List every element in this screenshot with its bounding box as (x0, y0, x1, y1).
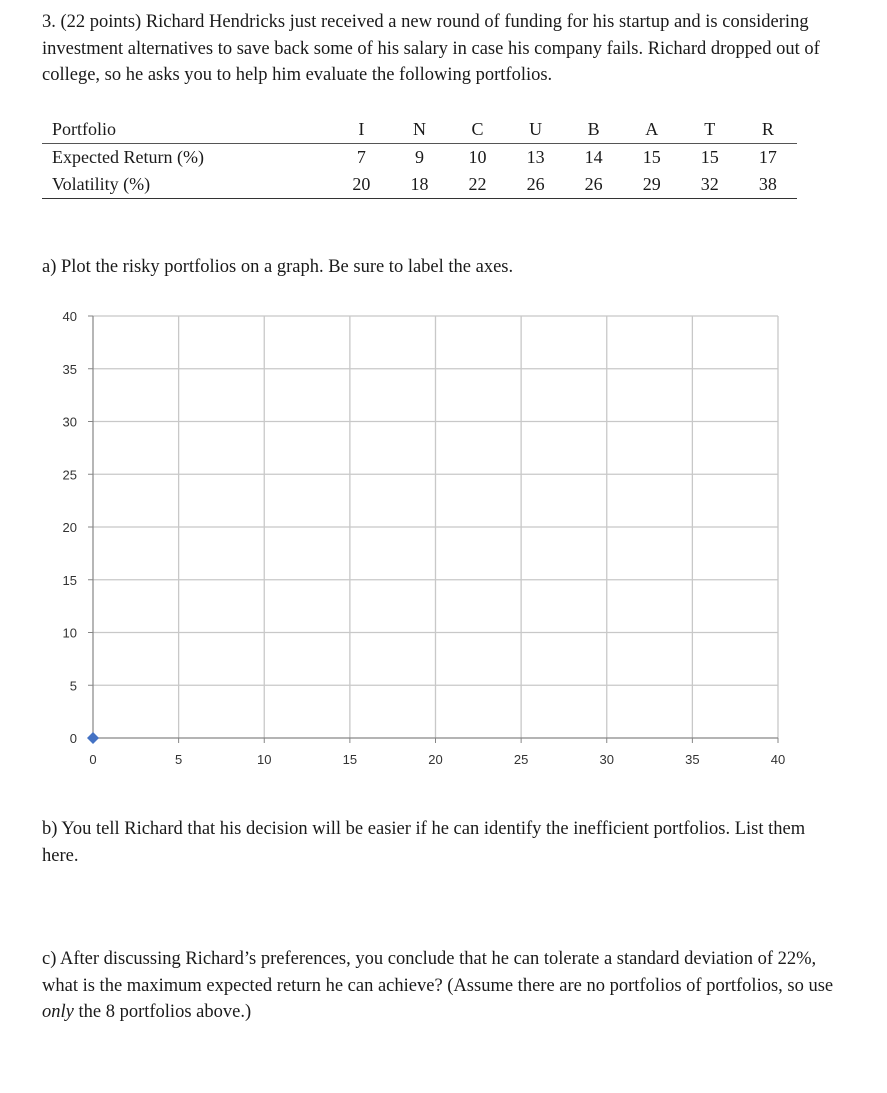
question-c-emphasis: only (42, 1002, 74, 1022)
y-tick-label: 0 (69, 731, 77, 746)
x-tick-label: 30 (599, 752, 614, 767)
x-tick-label: 35 (685, 752, 700, 767)
data-point (87, 732, 99, 744)
question-c (42, 946, 842, 1026)
problem-text: ) Richard Hendricks just received a new round of funding for his startup and is considering investment alternatives to save back some of his salary in case his company fails. Richard dropped out of college, so he asks you to help him evaluate the following portfolios. (42, 12, 820, 85)
row-label: Volatility (%) (52, 174, 151, 194)
table-cell: 10 (468, 147, 487, 167)
x-tick-label: 20 (428, 752, 443, 767)
table-cell: 26 (584, 174, 603, 194)
table-cell: 18 (410, 174, 429, 194)
column-header: U (507, 116, 565, 144)
row-label: Expected Return (%) (52, 147, 204, 167)
x-tick-label: 15 (342, 752, 358, 767)
table-header-label: Portfolio (42, 116, 332, 144)
table-cell: 7 (356, 147, 366, 167)
table-cell: 29 (642, 174, 661, 194)
table-cell: 9 (414, 147, 424, 167)
table-cell: 32 (700, 174, 719, 194)
column-header: N (390, 116, 448, 144)
column-header: T (681, 116, 739, 144)
question-a: a) Plot the risky portfolios on a graph. Be sure to label the axes. (42, 257, 514, 277)
x-tick-label: 0 (89, 752, 97, 767)
table-cell: 22 (468, 174, 487, 194)
x-tick-label: 25 (513, 752, 529, 767)
y-tick-label: 15 (62, 572, 77, 588)
table-cell: 17 (758, 147, 777, 167)
table-cell: 38 (758, 174, 777, 194)
table-cell: 26 (526, 174, 545, 194)
table-cell: 20 (352, 174, 371, 194)
column-header: I (332, 116, 390, 144)
column-header: B (565, 116, 623, 144)
problem-prefix: 3. ( (42, 12, 67, 32)
column-header: A (623, 116, 681, 144)
table-cell: 13 (526, 147, 545, 167)
table-cell: 15 (700, 147, 719, 167)
y-tick-label: 30 (62, 414, 77, 430)
y-tick-label: 40 (62, 309, 77, 324)
question-c-text-end: the 8 portfolios above.) (73, 1002, 252, 1022)
y-tick-label: 25 (62, 467, 77, 483)
y-tick-label: 5 (69, 678, 77, 694)
y-tick-label: 20 (62, 520, 77, 535)
column-header: R (739, 116, 797, 144)
table-cell: 15 (642, 147, 661, 167)
y-tick-label: 35 (62, 361, 77, 377)
x-tick-label: 40 (770, 752, 786, 767)
x-tick-label: 10 (257, 752, 272, 767)
question-c-text: c) After discussing Richard’s preferences, you conclude that he can tolerate a standard deviation of 22%, what is the maximum expected return he can achieve? (Assume there are no portfolios of portfolios, so use (42, 949, 834, 996)
x-tick-label: 5 (175, 752, 183, 767)
points-value: 22 points (66, 12, 136, 32)
question-b: b) You tell Richard that his decision will be easier if he can identify the inefficient portfolios. List them here. (42, 819, 806, 866)
column-header: C (449, 116, 507, 144)
table-cell: 14 (584, 147, 603, 167)
y-tick-label: 10 (62, 625, 77, 641)
